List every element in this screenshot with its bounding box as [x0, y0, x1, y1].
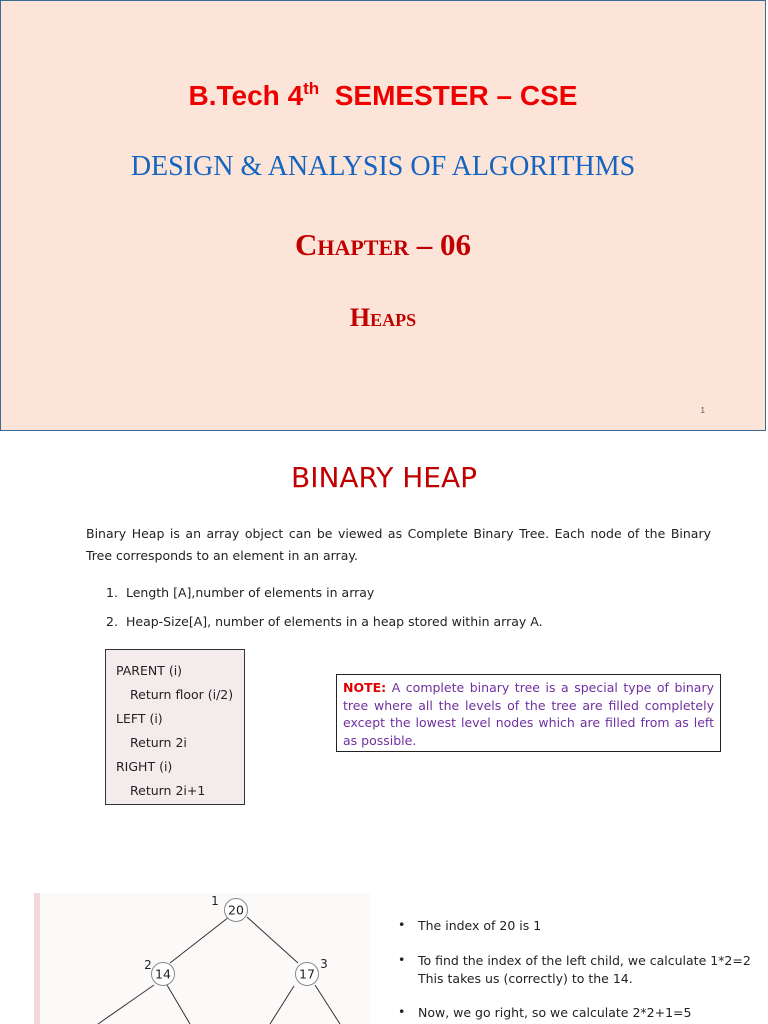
tree-svg [40, 893, 364, 1024]
note-label: NOTE: [343, 680, 387, 695]
code-line: PARENT (i) [116, 663, 183, 678]
svg-text:3: 3 [320, 957, 328, 971]
list-item: 2. Heap-Size[A], number of elements in a heap stored within array A. [106, 614, 543, 629]
binary-heap-slide: BINARY HEAP Binary Heap is an array object can be viewed as Complete Binary Tree. Each node of the Binary Tree corresponds to an element in an array. 1. Length [A],number of elements in array 2. Heap-Size[A], number of elements in a heap stored within array A. PARENT (i) Return floor (i/2) LEFT (i) Return 2i RIGHT (i) Return 2i+1 NOTE: A complete binary tree is a special type of binary tree where all the levels of the tree are filled completely except the lowest level nodes which are filled from as left as possible. 20 1 14 2 17 3 • The index of 20 is 1 • To find the index of the left child, we calculate 1*2=2 This takes us (correctly) to the 14. • Now, we go right, so we calculate 2*2+1=5 [0, 433, 768, 1024]
subject-title: DESIGN & ANALYSIS OF ALGORITHMS [130, 151, 636, 182]
svg-text:1: 1 [211, 894, 219, 908]
slide-title: BINARY HEAP [290, 461, 478, 494]
slide-page-number: 1 [700, 406, 705, 415]
tree-edge [270, 986, 294, 1024]
code-line: Return floor (i/2) [130, 687, 234, 702]
svg-text:14: 14 [155, 966, 171, 982]
tree-node [211, 894, 247, 922]
tree-edge [315, 985, 340, 1024]
list-item: 1. Length [A],number of elements in array [106, 585, 375, 600]
binary-tree-diagram [34, 893, 370, 1024]
course-heading: B.Tech 4th SEMESTER – CSE [188, 79, 578, 111]
topic-title: Heaps [349, 303, 417, 332]
svg-text:2: 2 [144, 958, 152, 972]
tree-edge [170, 917, 229, 963]
title-slide [0, 0, 766, 431]
chapter-title: Chapter – 06 [294, 227, 472, 262]
code-line: Return 2i [130, 735, 187, 750]
code-line: RIGHT (i) [116, 759, 173, 774]
code-line: LEFT (i) [116, 711, 163, 726]
properties-list [106, 583, 543, 641]
code-line: Return 2i+1 [130, 783, 206, 798]
svg-text:20: 20 [228, 902, 244, 918]
note-text: A complete binary tree is a special type of binary tree where all the levels of the tree are filled completely except the lowest level nodes which are filled from as left as possible. [343, 680, 714, 748]
note-box [336, 674, 721, 752]
tree-node [144, 958, 174, 986]
tree-edge [247, 917, 298, 963]
svg-text:17: 17 [299, 966, 315, 982]
pseudocode-box [105, 649, 245, 805]
tree-edge [98, 985, 154, 1024]
tree-edge [167, 985, 190, 1024]
tree-node [296, 957, 328, 986]
intro-paragraph: Binary Heap is an array object can be viewed as Complete Binary Tree. Each node of the Binary Tree corresponds to an element in an array. [86, 526, 711, 563]
